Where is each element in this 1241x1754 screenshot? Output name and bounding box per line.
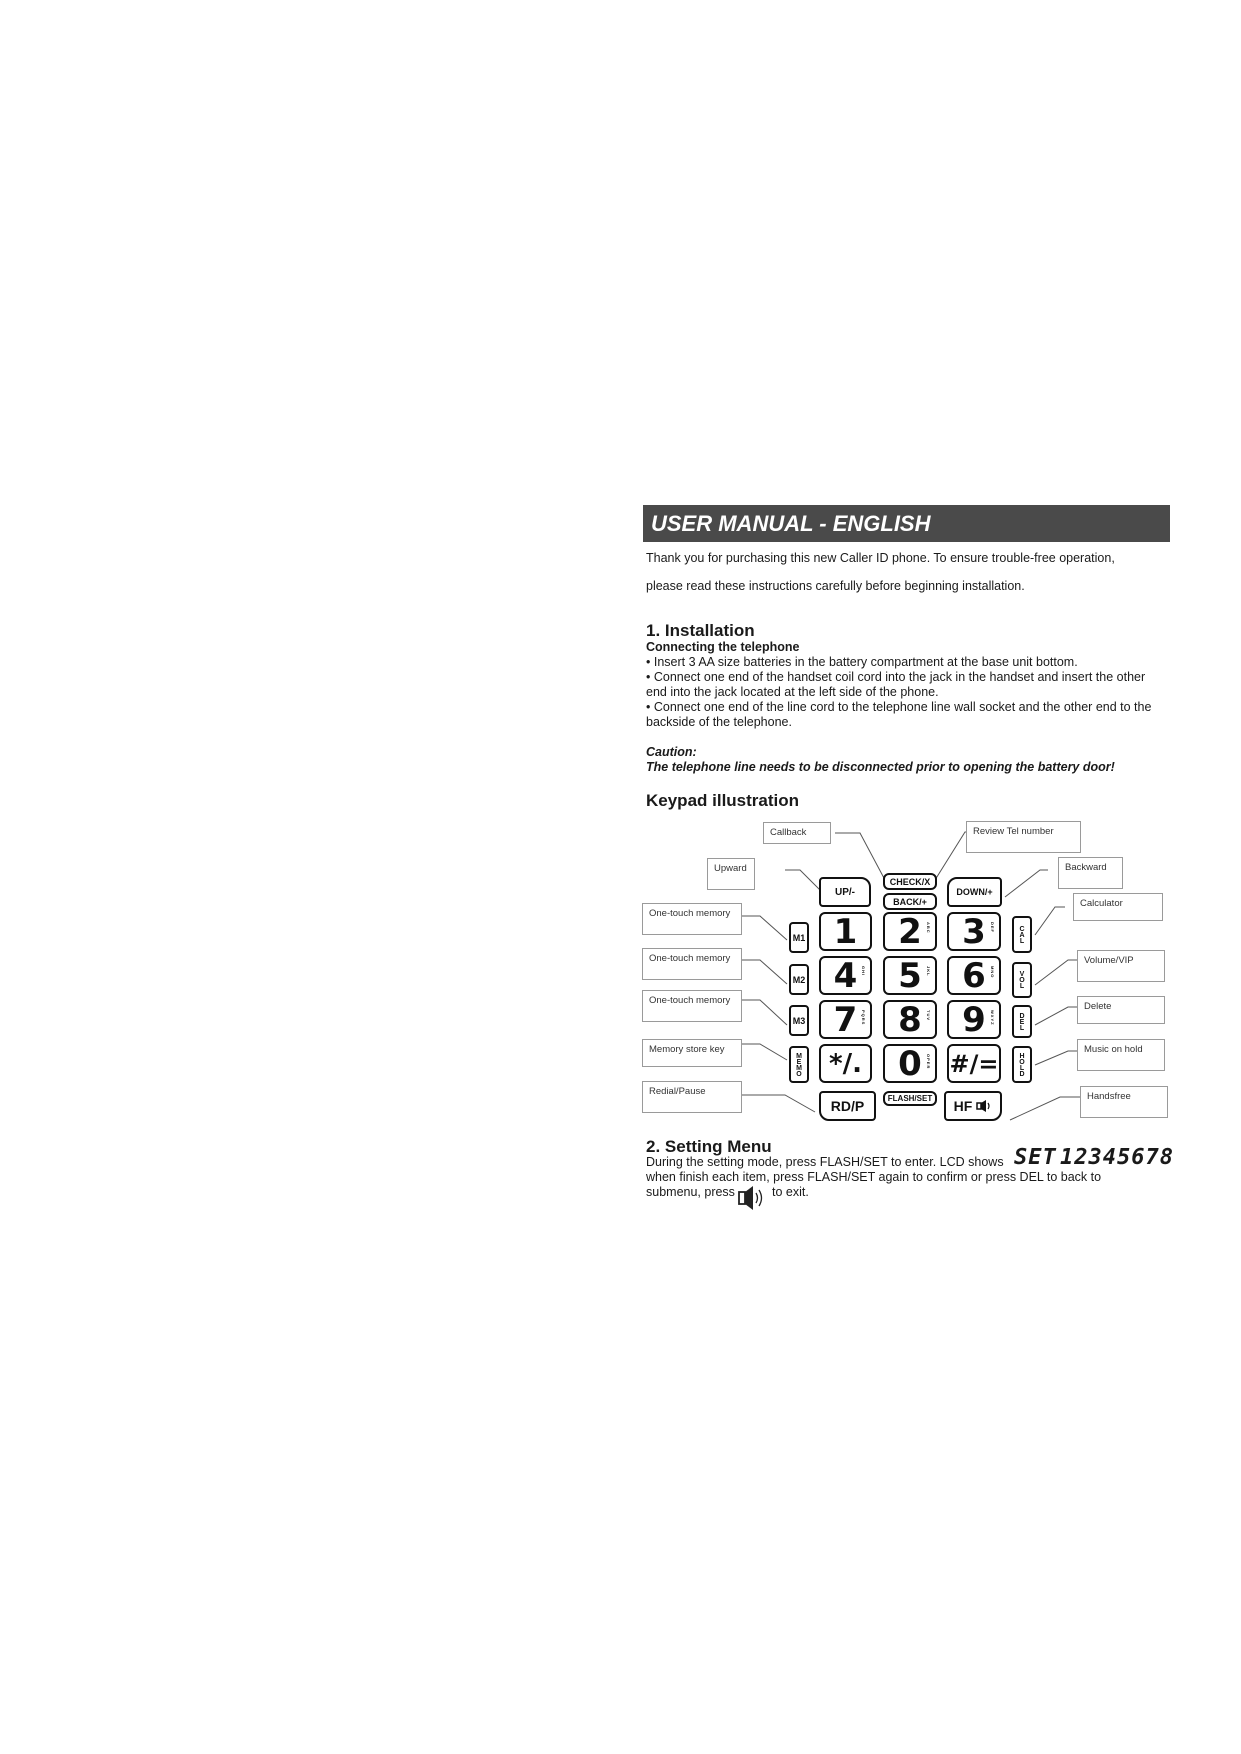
hash-key-label: #/=	[949, 1049, 999, 1078]
caution-text: The telephone line needs to be disconnected prior to opening the battery door!	[646, 760, 1115, 774]
digit-0-letters: OPER	[926, 1054, 931, 1070]
digit-8-label: 8	[898, 999, 922, 1040]
back-plus-key-label: BACK/+	[893, 896, 927, 907]
digit-1-label: 1	[833, 911, 858, 952]
digit-6-key[interactable]	[947, 956, 1001, 995]
digit-1-key[interactable]	[819, 912, 872, 951]
handsfree-key[interactable]	[944, 1091, 1002, 1121]
intro-line-1: Thank you for purchasing this new Caller ID phone. To ensure trouble-free operation,	[646, 551, 1115, 565]
back-plus-key[interactable]	[883, 893, 937, 910]
installation-bullet-1: • Insert 3 AA size batteries in the battery compartment at the base unit bottom.	[646, 655, 1078, 669]
flash-set-key[interactable]	[883, 1091, 937, 1106]
callout-memory-store-key: Memory store key	[642, 1039, 742, 1067]
speaker-icon	[976, 1099, 992, 1113]
callout-delete: Delete	[1077, 996, 1165, 1024]
keypad-heading: Keypad illustration	[646, 791, 800, 810]
callout-backward: Backward	[1058, 857, 1123, 889]
digit-8-letters: TUV	[926, 1010, 931, 1021]
del-key-label: DEL	[1018, 1012, 1026, 1031]
digit-0-label: 0	[898, 1043, 922, 1084]
digit-2-key[interactable]	[883, 912, 937, 951]
intro-line-2: please read these instructions carefully before beginning installation.	[646, 579, 1025, 593]
digit-9-key[interactable]	[947, 1000, 1001, 1039]
digit-3-key[interactable]	[947, 912, 1001, 951]
vol-key[interactable]	[1012, 962, 1032, 998]
callout-one-touch-memory-3: One-touch memory	[642, 990, 742, 1022]
installation-bullet-3b: backside of the telephone.	[646, 715, 792, 729]
digit-7-letters: PQRS	[861, 1010, 866, 1026]
setting-menu-heading: 2. Setting Menu	[646, 1137, 772, 1156]
callout-music-on-hold: Music on hold	[1077, 1039, 1165, 1071]
setting-line-2: when finish each item, press FLASH/SET again to confirm or press DEL to back to	[646, 1170, 1102, 1184]
callout-redial-pause: Redial/Pause	[642, 1081, 742, 1113]
setting-line-3b: to exit.	[772, 1185, 809, 1199]
hold-key-label: HOLD	[1018, 1052, 1026, 1077]
digit-7-key[interactable]	[819, 1000, 872, 1039]
digit-2-letters: ABC	[926, 922, 931, 934]
star-key[interactable]	[819, 1044, 872, 1083]
down-plus-key-label: DOWN/+	[956, 887, 993, 897]
m1-key-label: M1	[792, 932, 806, 943]
lcd-digits-display: 12345678	[1060, 1145, 1174, 1170]
callout-calculator: Calculator	[1073, 893, 1163, 921]
setting-line-1: During the setting mode, press FLASH/SET to enter. LCD shows	[646, 1155, 1004, 1169]
m2-key-label: M2	[792, 974, 806, 985]
digit-5-letters: JKL	[926, 966, 931, 977]
cal-key[interactable]	[1012, 916, 1032, 953]
m3-key[interactable]	[789, 1005, 809, 1036]
flash-set-key-label: FLASH/SET	[887, 1094, 933, 1103]
digit-6-letters: MNO	[990, 966, 995, 979]
installation-bullet-3a: • Connect one end of the line cord to the telephone line wall socket and the other end to the	[646, 700, 1152, 714]
cal-key-label: CAL	[1018, 925, 1026, 944]
installation-bullet-2b: end into the jack located at the left side of the phone.	[646, 685, 939, 699]
digit-8-key[interactable]	[883, 1000, 937, 1039]
callout-one-touch-memory-1: One-touch memory	[642, 903, 742, 935]
memo-key[interactable]	[789, 1046, 809, 1083]
redial-pause-key-label: RD/P	[830, 1098, 865, 1114]
digit-9-letters: WXYZ	[990, 1010, 995, 1026]
down-plus-key[interactable]	[947, 877, 1002, 907]
digit-5-key[interactable]	[883, 956, 937, 995]
check-x-key[interactable]	[883, 873, 937, 890]
digit-0-key[interactable]	[883, 1044, 937, 1083]
digit-4-key[interactable]	[819, 956, 872, 995]
digit-4-label: 4	[833, 955, 858, 996]
installation-bullet-2a: • Connect one end of the handset coil cord into the jack in the handset and insert the other	[646, 670, 1146, 684]
digit-7-label: 7	[833, 999, 858, 1040]
hold-key[interactable]	[1012, 1046, 1032, 1083]
callout-one-touch-memory-2: One-touch memory	[642, 948, 742, 980]
redial-pause-key[interactable]	[819, 1091, 876, 1121]
digit-6-label: 6	[962, 955, 986, 996]
installation-subheading: Connecting the telephone	[646, 640, 800, 654]
m1-key[interactable]	[789, 922, 809, 953]
m3-key-label: M3	[792, 1015, 806, 1026]
digit-3-letters: DEF	[990, 922, 995, 933]
caution-label: Caution:	[646, 745, 697, 759]
star-key-label: */.	[829, 1048, 862, 1079]
installation-heading: 1. Installation	[646, 621, 755, 640]
digit-2-label: 2	[898, 911, 922, 952]
lcd-set-display: SET	[1014, 1145, 1057, 1170]
callout-handsfree: Handsfree	[1080, 1086, 1168, 1118]
callout-callback: Callback	[763, 822, 831, 844]
callout-volume-vip: Volume/VIP	[1077, 950, 1165, 982]
hash-key[interactable]	[947, 1044, 1001, 1083]
manual-title-banner: USER MANUAL - ENGLISH	[643, 505, 1170, 542]
del-key[interactable]	[1012, 1005, 1032, 1038]
check-x-key-label: CHECK/X	[889, 876, 931, 887]
digit-5-label: 5	[898, 955, 922, 996]
digit-9-label: 9	[962, 999, 986, 1040]
callout-review-tel-number: Review Tel number	[966, 821, 1081, 853]
up-minus-key-label: UP/-	[835, 886, 855, 898]
vol-key-label: VOL	[1018, 971, 1026, 989]
callout-upward: Upward	[707, 858, 755, 890]
up-minus-key[interactable]	[819, 877, 871, 907]
handsfree-key-label: HF	[953, 1098, 973, 1114]
m2-key[interactable]	[789, 964, 809, 995]
setting-line-3a: submenu, press	[646, 1185, 735, 1199]
speaker-icon	[737, 1184, 767, 1212]
digit-3-label: 3	[962, 911, 986, 952]
digit-4-letters: GHI	[861, 966, 866, 977]
memo-key-label: MEMO	[795, 1052, 803, 1077]
